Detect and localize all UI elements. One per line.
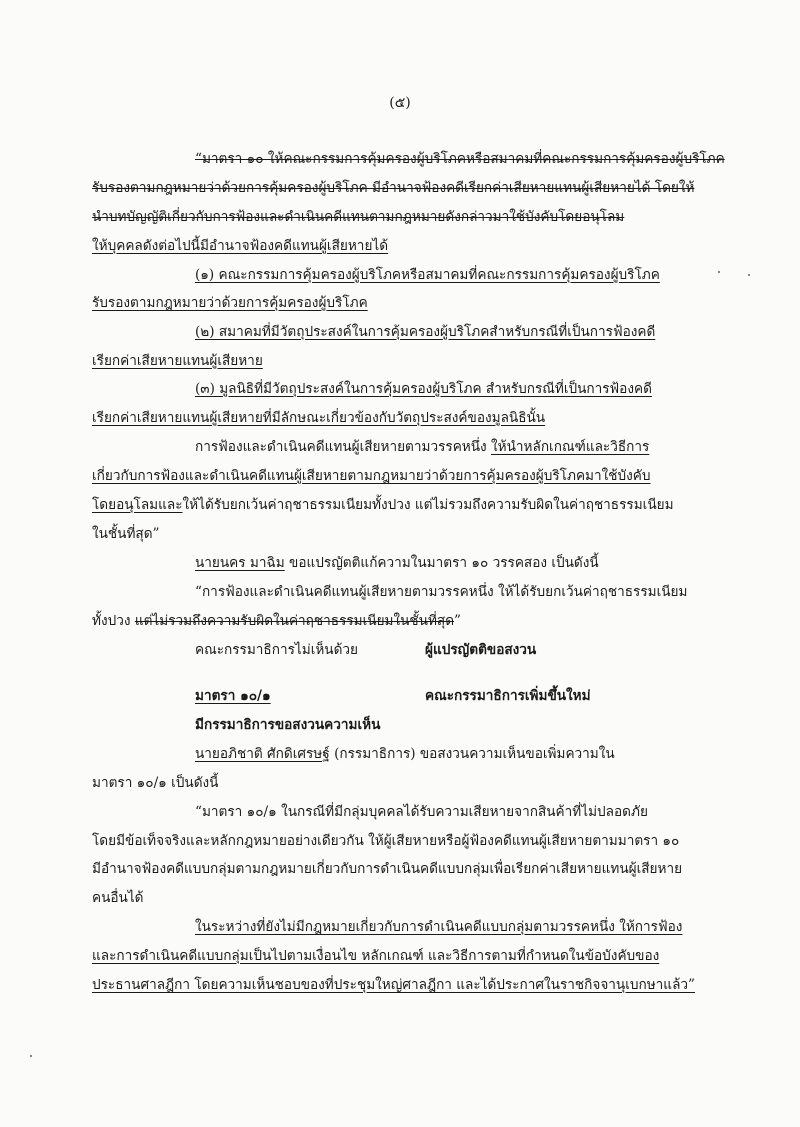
scan-speck [718, 271, 720, 273]
reservation-heading: มีกรรมาธิการขอสงวนความเห็น [195, 717, 381, 733]
item-1-cont: รับรองตามกฎหมายว่าด้วยการคุ้มครองผู้บริโภค [92, 295, 368, 311]
struck-line-2: รับรองตามกฎหมายว่าด้วยการคุ้มครองผู้บริโภค มีอำนาจฟ้องคดีเรียกค่าเสียหายแทนผู้เสียหายได้ โดยให้ [92, 180, 695, 196]
struck-line-1: “มาตรา ๑๐ ให้คณะกรรมการคุ้มครองผู้บริโภคหรือสมาคมที่คณะกรรมการคุ้มครองผู้บริโภค [195, 151, 725, 167]
amendment-quote-text: ทั้งปวง [92, 613, 135, 629]
paragraph-2-cont: เกี่ยวกับการฟ้องและดำเนินคดีแทนผู้เสียหายตามกฎหมายว่าด้วยการคุ้มครองผู้บริโภคมาใช้บังคับ [92, 468, 651, 484]
amendment-quote: “การฟ้องและดำเนินคดีแทนผู้เสียหายตามวรรคหนึ่ง ให้ได้รับยกเว้นค่าฤชาธรรมเนียม [195, 584, 688, 600]
paragraph-2-text: การฟ้องและดำเนินคดีแทนผู้เสียหายตามวรรคหนึ่ง [195, 439, 492, 455]
paragraph-2-text-2: ให้ได้รับยกเว้นค่าฤชาธรรมเนียมทั้งปวง แต่ไม่รวมถึงความรับผิดในค่าฤชาธรรมเนียม [182, 497, 674, 513]
amendment-quote-close: ” [454, 613, 461, 629]
new-section-para-2-cont: และการดำเนินคดีแบบกลุ่มเป็นไปตามเงื่อนไข หลักเกณฑ์ และวิธีการตามที่กำหนดในข้อบังคับของ [92, 948, 660, 964]
new-section-para-2-end: ประธานศาลฎีกา โดยความเห็นชอบของที่ประชุมใหญ่ศาลฎีกา และได้ประกาศในราชกิจจานุเบกษาแล้ว” [92, 977, 695, 993]
new-section-line-2: โดยมีข้อเท็จจริงและหลักกฎหมายอย่างเดียวกัน ให้ผู้เสียหายหรือผู้ฟ้องคดีแทนผู้เสียหายตามมาตรา ๑๐ [92, 833, 680, 849]
inserted-line-4: ให้บุคคลดังต่อไปนี้มีอำนาจฟ้องคดีแทนผู้เสียหายได้ [92, 238, 389, 254]
reservation-cont: มาตรา ๑๐/๑ เป็นดังนี้ [92, 775, 219, 791]
reservation-intro [195, 744, 615, 764]
new-section-para-2: ในระหว่างที่ยังไม่มีกฎหมายเกี่ยวกับการดำเนินคดีแบบกลุ่มตามวรรคหนึ่ง ให้การฟ้อง [195, 919, 683, 935]
scan-speck [748, 274, 750, 276]
amendment-text: ขอแปรญัตติแก้ความในมาตรา ๑๐ วรรคสอง เป็นดังนี้ [284, 555, 599, 571]
paragraph-2-cont-2 [92, 495, 674, 515]
reservation-text: (กรรมาธิการ) ขอสงวนความเห็นขอเพิ่มความใน [329, 746, 615, 762]
amendment-struck-text: แต่ไม่รวมถึงความรับผิดในค่าฤชาธรรมเนียมในชั้นที่สุด [134, 613, 455, 629]
item-3-line: (๓) มูลนิธิที่มีวัตถุประสงค์ในการคุ้มครองผู้บริโภค สำหรับกรณีที่เป็นการฟ้องคดี [195, 381, 652, 397]
scan-speck [30, 1055, 32, 1057]
paragraph-2-end: ในชั้นที่สุด” [92, 526, 160, 542]
struck-line-3: นำบทบัญญัติเกี่ยวกับการฟ้องและดำเนินคดีแทนตามกฎหมายดังกล่าวมาใช้บังคับโดยอนุโลม [92, 209, 625, 225]
new-section-line-4: คนอื่นได้ [92, 890, 144, 906]
item-1-line: (๑) คณะกรรมการคุ้มครองผู้บริโภคหรือสมาคมที่คณะกรรมการคุ้มครองผู้บริโภค [195, 267, 660, 283]
page-number: (๕) [389, 95, 411, 111]
paragraph-2-inserted: ให้นำหลักเกณฑ์และวิธีการ [491, 439, 650, 455]
section-heading: มาตรา ๑๐/๑ [195, 688, 271, 704]
section-added-note: คณะกรรมาธิการเพิ่มขึ้นใหม่ [425, 688, 591, 704]
amendment-intro [195, 553, 599, 573]
committee-disagree: คณะกรรมาธิการไม่เห็นด้วย [195, 642, 359, 658]
amender-reserves: ผู้แปรญัตติขอสงวน [425, 642, 537, 658]
amendment-quote-cont [92, 611, 461, 631]
new-section-line-3: มีอำนาจฟ้องคดีแบบกลุ่มตามกฎหมายเกี่ยวกับการดำเนินคดีแบบกลุ่มเพื่อเรียกค่าเสียหายแทนผู้เสียหาย [92, 861, 683, 877]
amender-name: นายนคร มาฉิม [195, 555, 285, 571]
paragraph-2-line [195, 437, 649, 457]
new-section-line-1: “มาตรา ๑๐/๑ ในกรณีที่มีกลุ่มบุคคลได้รับความเสียหายจากสินค้าที่ไม่ปลอดภัย [195, 804, 648, 820]
item-2-cont: เรียกค่าเสียหายแทนผู้เสียหาย [92, 353, 263, 369]
item-3-cont: เรียกค่าเสียหายแทนผู้เสียหายที่มีลักษณะเกี่ยวข้องกับวัตถุประสงค์ของมูลนิธินั้น [92, 410, 546, 426]
commissioner-name: นายอภิชาติ ศักดิเศรษฐ์ [195, 746, 330, 762]
item-2-line: (๒) สมาคมที่มีวัตถุประสงค์ในการคุ้มครองผู้บริโภคสำหรับกรณีที่เป็นการฟ้องคดี [195, 324, 656, 340]
paragraph-2-inserted-2: โดยอนุโลมและ [92, 497, 183, 513]
